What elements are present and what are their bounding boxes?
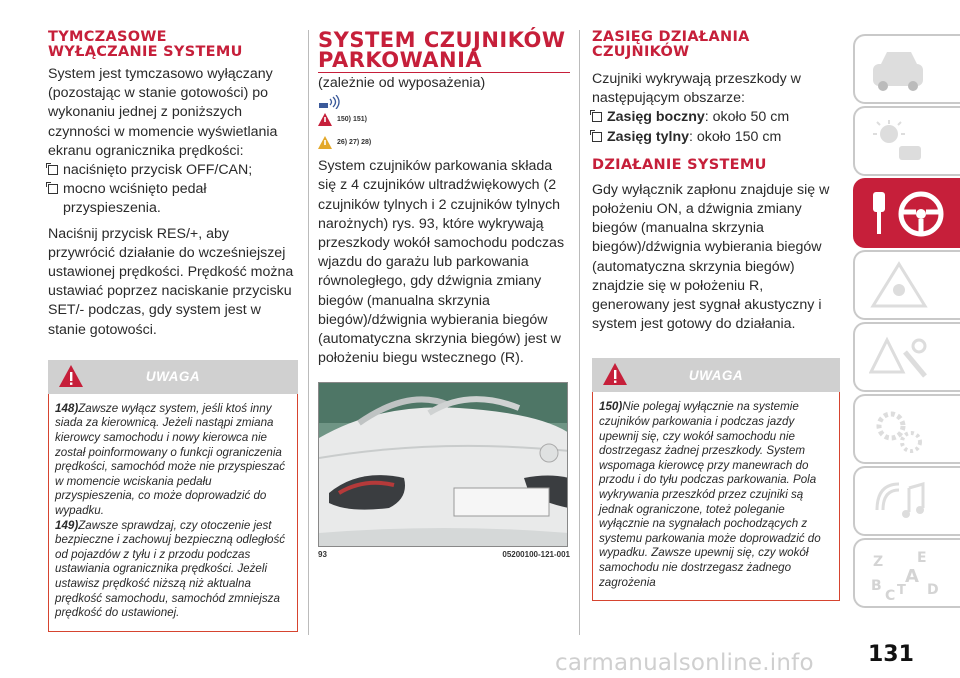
paragraph-resume: Naciśnij przycisk RES/+, aby przywrócić działanie do wcześniejszej ustawionej prędkości. Prędkość można ustawiać poprzez naciskanie przycisku SET/- podczas, gdy system jest w stanie gotowości.: [48, 225, 294, 338]
warning-content: [48, 394, 298, 632]
index-letter: C: [885, 588, 896, 604]
index-letter: E: [917, 550, 927, 566]
warning-148: 148)Zawsze wyłącz system, jeśli ktoś inny siada za kierownicą. Jeżeli nastąpi zmiana kierowcy samochodu i nowy kierowca nie został poinformowany o funkcji ograniczenia prędkości, samochód może nie przyspieszać w momencie wciskania pedału przyspieszenia, co może doprowadzić do wypadku.: [55, 401, 286, 517]
warning-triangle-icon: [602, 362, 628, 386]
warning-block-2: [592, 358, 840, 601]
warning-label: UWAGA: [688, 367, 744, 383]
car-rear-illustration: [319, 383, 568, 547]
list-item: Zasięg tylny: około 150 cm: [592, 128, 840, 147]
tab-road-warning[interactable]: [853, 250, 960, 320]
warning-content: [592, 392, 840, 601]
column-1: [48, 30, 298, 632]
index-letter: T: [897, 583, 906, 598]
warning-header: [592, 358, 840, 392]
warning-149: 149)Zawsze sprawdzaj, czy otoczenie jest bezpieczne i zachowuj bezpieczną odległość od pojazdów z tyłu i z przodu podczas ustawiania ogranicznika prędkości. Jeżeli ustawisz prędkość niższą niż aktualna prędkość samochodu, samochód zmniejsza prędkość do ustawionej.: [55, 518, 286, 620]
figure-number: 93: [318, 550, 327, 560]
column-2: [318, 30, 570, 559]
index-letter: B: [871, 578, 882, 594]
list-item: naciśnięto przycisk OFF/CAN;: [48, 161, 298, 180]
tab-index[interactable]: [853, 538, 960, 608]
paragraph-temp-disable: System jest tymczasowo wyłączany (pozostając w stanie gotowości) po wykonaniu jednej z poniższych czynności w momencie wyświetlania ekranu ogranicznika prędkości:: [48, 66, 278, 159]
tab-warning-lights[interactable]: [853, 106, 960, 176]
warning-150: 150)Nie polegaj wyłącznie na systemie czujników parkowania i podczas jazdy upewnij się, czy wokół samochodu nie dostrzegasz żadnej przeszkody. System wspomaga kierowcę przy manewrach do przodu i do tyłu podczas parkowania. Pola wykrywania przeszkód przez czujniki są jednak ograniczone, toteż poleganie wyłącznie na sygnałach pochodzących z systemu parkowania może doprowadzić do wypadku. Zawsze upewnij się, czy wokół samochodu nie dostrzegasz żadnego zagrożenia: [599, 400, 821, 589]
warning-lights-icon: [869, 116, 929, 168]
chapter-tabs: [853, 34, 960, 610]
column-3: [592, 30, 840, 601]
tab-key-steering[interactable]: [853, 178, 960, 248]
bullet-box-icon: [48, 184, 58, 194]
maintenance-gears-icon: [869, 404, 929, 456]
caution-ref-icon: [318, 136, 332, 149]
watermark: carmanualsonline.info: [555, 650, 814, 676]
warning-block-1: [48, 360, 298, 632]
breakdown-icon: [869, 332, 929, 384]
index-letters-icon: [869, 548, 949, 604]
tab-multimedia[interactable]: [853, 466, 960, 536]
bullet-box-icon: [48, 165, 58, 175]
figure-code: 05200100-121-001: [502, 550, 570, 560]
ref-row-1: 150) 151): [318, 113, 570, 126]
figure-car-rear: [318, 382, 568, 547]
paragraph-operation: Gdy wyłącznik zapłonu znajduje się w położeniu ON, a dźwignia zmiany biegów (manualna skrzynia biegów)/dźwignia wybierania biegów (automatyczna skrzynia biegów) znajdzie się w położeniu R, generowany jest sygnał akustyczny i system jest gotowy do działania.: [592, 181, 830, 333]
paragraph-range-intro: Czujniki wykrywają przeszkody w następującym obszarze:: [592, 71, 801, 107]
bullet-box-icon: [592, 112, 602, 122]
page-number: 131: [868, 642, 914, 667]
ref-row-2: 26) 27) 28): [318, 136, 570, 149]
warning-label: UWAGA: [145, 369, 201, 385]
tab-maintenance[interactable]: [853, 394, 960, 464]
index-letter: D: [927, 582, 939, 598]
tab-car-dashboard[interactable]: [853, 34, 960, 104]
warning-triangle-icon: [58, 364, 84, 388]
column-divider-1: [308, 30, 309, 635]
key-steering-wheel-icon: [869, 188, 949, 240]
tab-breakdown[interactable]: [853, 322, 960, 392]
multimedia-icon: [869, 476, 929, 528]
section-heading-parking-sensors: SYSTEM CZUJNIKÓW PARKOWANIA: [318, 30, 570, 73]
section-heading-operation: DZIAŁANIE SYSTEMU: [592, 156, 767, 173]
paragraph-parking-system: System czujników parkowania składa się z 4 czujników ultradźwiękowych (2 czujników tylnych i 2 czujników tylnych narożnych) rys. 93, które wykrywają przeszkody wokół samochodu podczas wjazdu do garażu lub parkowania równoległego, gdy dźwignia zmiany biegów (manualna skrzynia biegów)/dźwignia wybierania biegów (automatyczna skrzynia biegów) jest w położeniu biegu wstecznego (R).: [318, 158, 565, 367]
index-letter: A: [905, 566, 919, 587]
bullet-box-icon: [592, 132, 602, 142]
road-warning-icon: [869, 260, 929, 312]
section-heading-temp-disable: TYMCZASOWE WYŁĄCZANIE SYSTEMU: [48, 29, 243, 60]
warning-header: [48, 360, 298, 394]
list-item: Zasięg boczny: około 50 cm: [592, 108, 840, 127]
list-item: mocno wciśnięto pedał przyspieszenia.: [48, 180, 298, 218]
section-heading-sensor-range: ZASIĘG DZIAŁANIA CZUJNIKÓW: [592, 29, 750, 60]
car-dashboard-icon: [869, 44, 929, 96]
column-divider-2: [579, 30, 580, 635]
subtitle-equipment: (zależnie od wyposażenia): [318, 75, 486, 91]
warning-ref-icon: [318, 113, 332, 126]
index-letter: Z: [873, 554, 884, 570]
figure-caption: [318, 550, 570, 559]
sensor-logo-icon: [318, 95, 570, 109]
